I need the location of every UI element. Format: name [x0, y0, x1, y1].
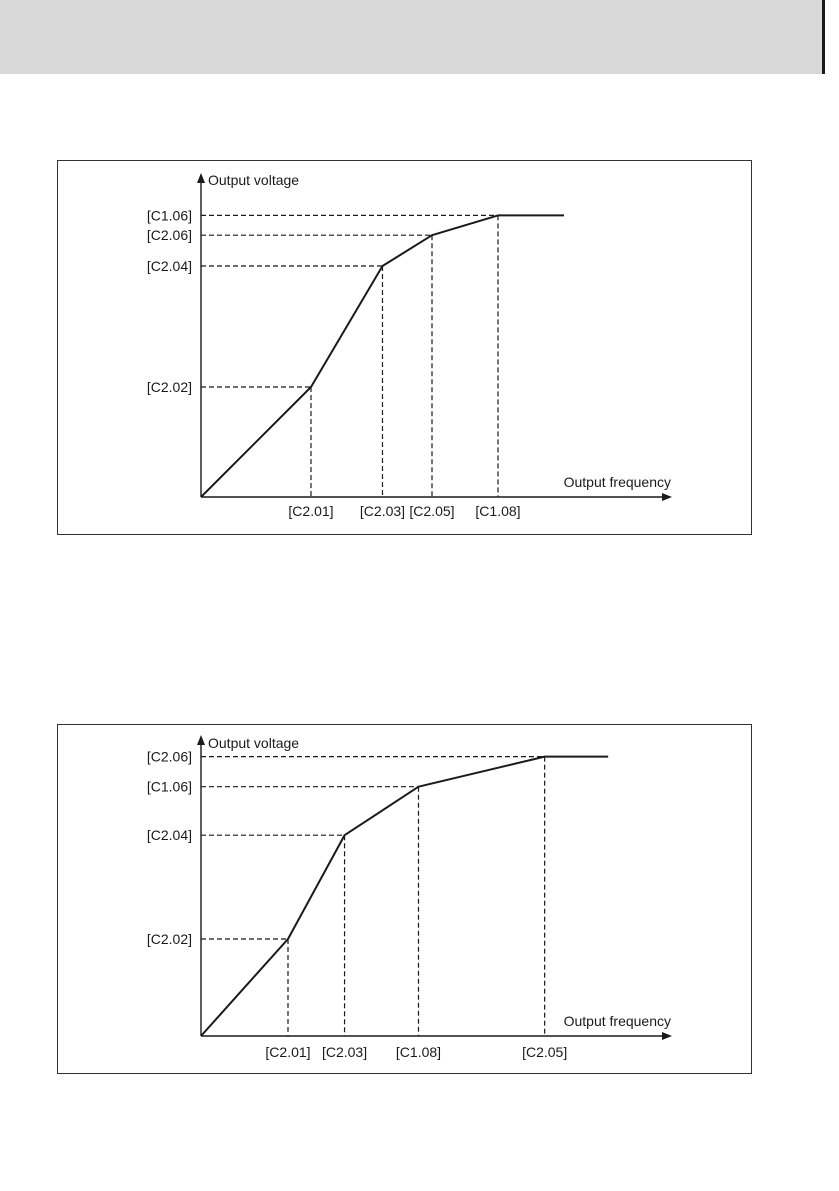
x-tick-label: [C2.01]: [288, 503, 334, 519]
x-tick-label: [C2.05]: [409, 503, 455, 519]
y-tick-label: [C2.06]: [146, 748, 192, 765]
vf-curve-line: [201, 757, 608, 1036]
x-tick-label: [C1.08]: [395, 1044, 442, 1060]
y-tick-label: [C2.02]: [146, 931, 192, 947]
vf-curve-figure-1: [57, 160, 752, 535]
vf-curve-diagram-1: [58, 161, 751, 534]
x-axis-arrow: [662, 1032, 672, 1040]
x-tick-label: [C2.05]: [522, 1044, 568, 1060]
x-tick-label: [C1.08]: [475, 503, 521, 519]
y-tick-label: [C1.06]: [146, 778, 192, 795]
x-tick-label: [C2.03]: [321, 1044, 368, 1060]
page-header-band: [0, 0, 822, 74]
x-axis-arrow: [662, 493, 672, 501]
y-tick-label: [C1.06]: [146, 207, 192, 224]
x-axis-label: Output frequency: [563, 1013, 671, 1029]
x-tick-label: [C2.03]: [359, 503, 406, 519]
vf-curve-diagram-2: [58, 725, 751, 1073]
vf-curve-figure-2: [57, 724, 752, 1074]
y-tick-label: [C2.06]: [146, 227, 192, 244]
y-axis-arrow: [197, 173, 205, 183]
x-axis-label: Output frequency: [563, 474, 671, 490]
y-tick-label: [C2.02]: [146, 379, 192, 395]
y-axis-arrow: [197, 735, 205, 745]
y-axis-label: Output voltage: [208, 172, 300, 188]
page-margin-rule: [822, 0, 825, 74]
y-tick-label: [C2.04]: [146, 827, 192, 844]
y-axis-label: Output voltage: [208, 735, 300, 751]
y-tick-label: [C2.04]: [146, 258, 192, 274]
x-tick-label: [C2.01]: [265, 1044, 311, 1060]
